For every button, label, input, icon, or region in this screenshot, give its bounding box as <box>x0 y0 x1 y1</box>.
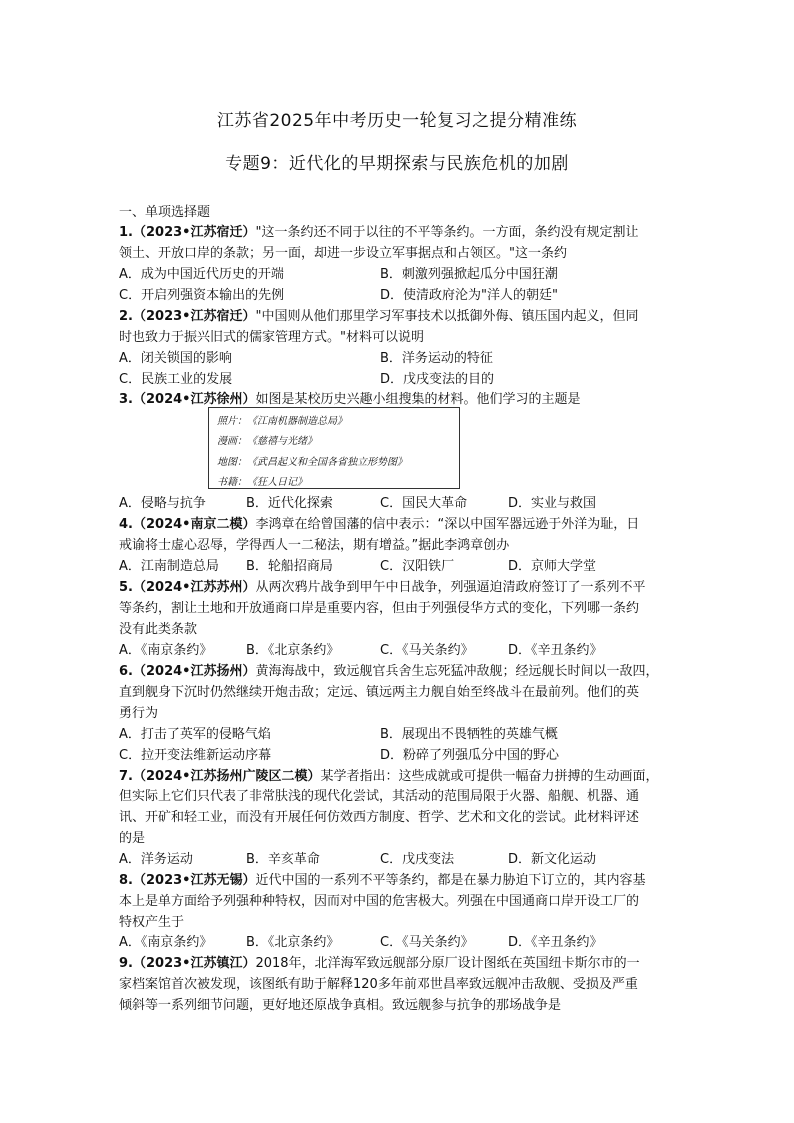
question-source: （2024•江苏扬州广陵区二模） <box>132 769 321 784</box>
option-c: C．开启列强资本输出的先例 <box>119 288 285 303</box>
question-9 <box>119 954 640 975</box>
option-a: A．侵略与抗争 <box>119 496 206 511</box>
option-a: A．成为中国近代历史的开端 <box>119 267 284 282</box>
question-text: 领土、开放口岸的条款；另一面，却进一步设立军事据点和占领区。"这一条约 <box>119 246 567 261</box>
option-d: D．戊戌变法的目的 <box>380 372 495 387</box>
question-7 <box>119 767 659 788</box>
question-text: 但实际上它们只代表了非常肤浅的现代化尝试，其活动的范围局限于火器、船舰、机器、通 <box>119 789 640 804</box>
option-b: B．展现出不畏牺牲的英雄气概 <box>380 727 558 742</box>
option-b: B．近代化探索 <box>246 496 333 511</box>
question-text: 勇行为 <box>119 706 159 721</box>
question-4 <box>119 515 639 536</box>
option-b: B．刺激列强掀起瓜分中国狂潮 <box>380 267 558 282</box>
question-source: （2023•江苏宿迁） <box>132 309 256 324</box>
option-a: A．《南京条约》 <box>119 935 213 950</box>
question-number: 5. <box>119 580 133 595</box>
question-text: 直到舰身下沉时仍然继续开炮击敌；定远、镇远两主力舰自始至终战斗在最前列。他们的英 <box>119 685 640 700</box>
option-d: D．《辛丑条约》 <box>508 643 603 658</box>
question-text: 讯、开矿和轻工业，而没有开展任何仿效西方制度、哲学、艺术和文化的尝试。此材料评述 <box>119 810 640 825</box>
question-source: （2023•江苏宿迁） <box>132 225 256 240</box>
option-b: B．洋务运动的特征 <box>380 351 493 366</box>
material-box <box>208 407 460 489</box>
option-b: B．《北京条约》 <box>246 643 340 658</box>
question-text: 本上是单方面给予列强种种特权，因而对中国的危害极大。列强在中国通商口岸开设工厂的 <box>119 894 640 909</box>
question-text: 李鸿章在给曾国藩的信中表示：“深以中国军器远逊于外洋为耻，日 <box>255 517 640 532</box>
material-item: 书籍：《狂人日记》 <box>217 477 307 488</box>
question-text: 的是 <box>119 831 146 846</box>
option-b: B．轮船招商局 <box>246 559 333 574</box>
option-d: D．京师大学堂 <box>508 559 597 574</box>
material-item: 漫画：《慈禧与光绪》 <box>217 436 317 447</box>
question-text: 等条约，割让土地和开放通商口岸是重要内容，但由于列强侵华方式的变化，下列哪一条约 <box>119 601 640 616</box>
question-text: 从两次鸦片战争到甲午中日战争，列强逼迫清政府签订了一系列不平 <box>255 580 646 595</box>
question-8 <box>119 871 646 892</box>
question-source: （2024•江苏苏州） <box>132 580 256 595</box>
option-c: C．戊戌变法 <box>380 852 455 867</box>
option-b: B．辛亥革命 <box>246 852 320 867</box>
option-a: A．打击了英军的侵略气焰 <box>119 727 271 742</box>
question-source: （2024•南京二模） <box>132 517 256 532</box>
section-heading: 一、单项选择题 <box>119 205 211 220</box>
option-c: C．《马关条约》 <box>380 935 474 950</box>
question-text: 2018年，北洋海军致远舰部分原厂设计图纸在英国纽卡斯尔市的一 <box>255 956 640 971</box>
question-source: （2023•江苏无锡） <box>132 873 256 888</box>
question-text: "这一条约还不同于以往的不平等条约。一方面，条约没有规定割让 <box>255 225 639 240</box>
question-text: 特权产生于 <box>119 915 185 930</box>
question-1 <box>119 223 638 244</box>
option-d: D．实业与救国 <box>508 496 597 511</box>
question-number: 6. <box>119 664 133 679</box>
option-c: C．民族工业的发展 <box>119 372 233 387</box>
option-d: D．《辛丑条约》 <box>508 935 603 950</box>
question-text: 近代中国的一系列不平等条约，都是在暴力胁迫下订立的，其内容基 <box>255 873 646 888</box>
question-number: 9. <box>119 956 133 971</box>
material-item: 地图：《武昌起义和全国各省独立形势图》 <box>217 457 407 468</box>
question-number: 4. <box>119 517 133 532</box>
question-5 <box>119 578 646 599</box>
option-d: D．粉碎了列强瓜分中国的野心 <box>380 748 560 763</box>
option-a: A．闭关锁国的影响 <box>119 351 232 366</box>
option-c: C．汉阳铁厂 <box>380 559 455 574</box>
document-subtitle: 专题9：近代化的早期探索与民族危机的加剧 <box>225 154 569 174</box>
question-text: 如图是某校历史兴趣小组搜集的材料。他们学习的主题是 <box>255 392 581 407</box>
question-number: 3. <box>119 392 133 407</box>
option-c: C．拉开变法维新运动序幕 <box>119 748 272 763</box>
question-text: 戒谕将士虚心忍辱，学得西人一二秘法，期有增益。”据此李鸿章创办 <box>119 538 510 553</box>
material-item: 照片：《江南机器制造总局》 <box>217 416 347 427</box>
option-c: C．《马关条约》 <box>380 643 474 658</box>
option-b: B．《北京条约》 <box>246 935 340 950</box>
question-2 <box>119 307 638 328</box>
option-a: A．江南制造总局 <box>119 559 219 574</box>
question-source: （2024•江苏扬州） <box>132 664 256 679</box>
question-number: 7. <box>119 769 133 784</box>
question-text: "中国则从他们那里学习军事技术以抵御外侮、镇压国内起义，但同 <box>255 309 639 324</box>
question-text: 时也致力于振兴旧式的儒家管理方式。"材料可以说明 <box>119 330 424 345</box>
option-a: A．洋务运动 <box>119 852 193 867</box>
option-c: C．国民大革命 <box>380 496 468 511</box>
document-title: 江苏省2025年中考历史一轮复习之提分精准练 <box>216 111 578 131</box>
question-text: 倾斜等一系列细节问题，更好地还原战争真相。致远舰参与抗争的那场战争是 <box>119 998 562 1013</box>
option-d: D．使清政府沦为"洋人的朝廷" <box>380 288 558 303</box>
question-text: 某学者指出：这些成就或可提供一幅奋力拼搏的生动画面， <box>320 769 659 784</box>
question-text: 家档案馆首次被发现，该图纸有助于解释120多年前邓世昌率致远舰冲击敌舰、受损及严重 <box>119 977 638 992</box>
question-number: 8. <box>119 873 133 888</box>
question-text: 黄海海战中，致远舰官兵舍生忘死猛冲敌舰；经远舰长时间以一敌四， <box>255 664 659 679</box>
option-a: A．《南京条约》 <box>119 643 213 658</box>
question-source: （2023•江苏镇江） <box>132 956 256 971</box>
question-6 <box>119 662 659 683</box>
question-source: （2024•江苏徐州） <box>132 392 256 407</box>
question-number: 2. <box>119 309 133 324</box>
question-text: 没有此类条款 <box>119 622 198 637</box>
question-number: 1. <box>119 225 133 240</box>
option-d: D．新文化运动 <box>508 852 597 867</box>
